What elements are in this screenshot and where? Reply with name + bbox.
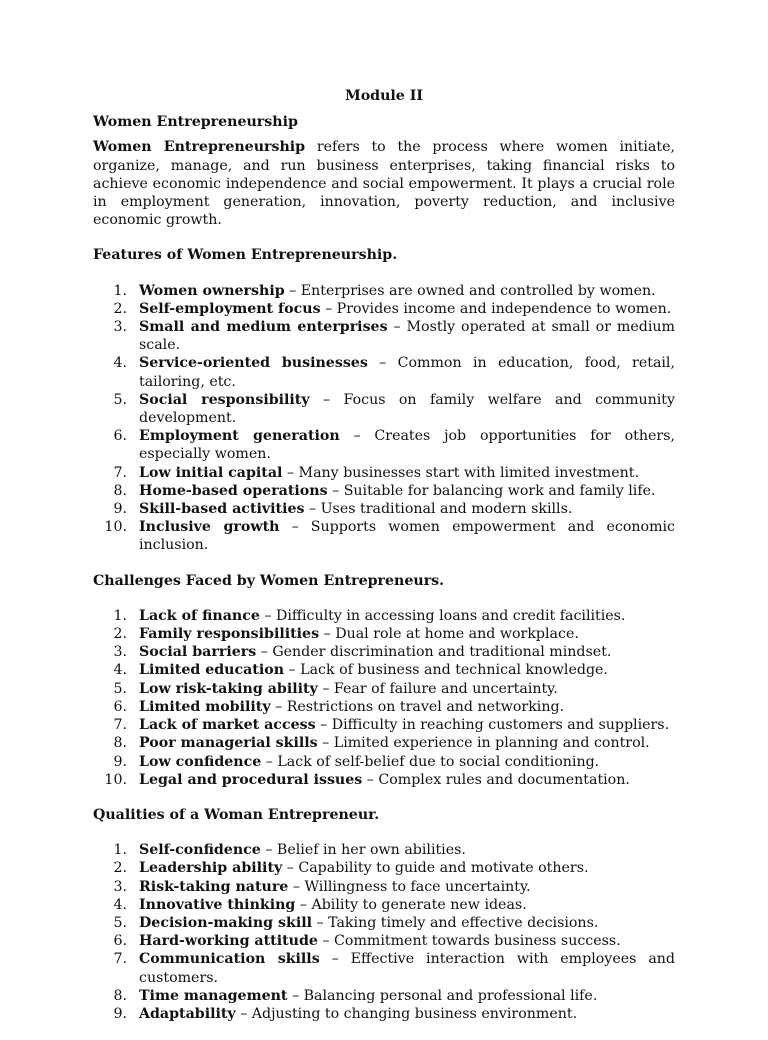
module-title: Module II (344, 88, 424, 104)
section (93, 246, 675, 554)
list-item (93, 282, 675, 300)
list-item-term: Inclusive growth (139, 519, 280, 536)
list-item-term: Service-oriented businesses (139, 355, 368, 372)
list-item-term: Decision-making skill (139, 914, 312, 931)
list-item-term: Women ownership (139, 282, 285, 299)
list-item-term: Low initial capital (139, 464, 283, 481)
section-heading: Qualities of a Woman Entrepreneur. (93, 806, 380, 823)
list-item-term: Time management (139, 987, 288, 1004)
list-item-description: – Effective interaction with employees and customers. (139, 951, 676, 986)
list-item-term: Social responsibility (139, 391, 310, 408)
list-item-description: – Suitable for balancing work and family life. (327, 482, 656, 499)
list-item (93, 607, 675, 625)
list-item-term: Innovative thinking (139, 896, 296, 913)
list-item-number: 7. (113, 464, 127, 481)
list-item-term: Risk-taking nature (139, 878, 289, 895)
list-item (93, 950, 675, 986)
list-item-description: – Uses traditional and modern skills. (304, 501, 573, 518)
list-item-number: 6. (113, 698, 127, 715)
list-item-description: – Fear of failure and uncertainty. (317, 680, 558, 697)
list-item-term: Hard-working attitude (139, 933, 318, 950)
list-item (93, 625, 675, 643)
list-item-number: 5. (113, 680, 127, 697)
list-item-description: – Commitment towards business success. (317, 933, 621, 950)
section-heading: Features of Women Entrepreneurship. (93, 247, 398, 264)
list-item-number: 3. (113, 319, 127, 336)
list-item-term: Legal and procedural issues (139, 771, 363, 788)
topic-heading: Women Entrepreneurship (93, 114, 298, 131)
list-item-description: – Difficulty in accessing loans and credit facilities. (259, 607, 626, 624)
numbered-list (93, 841, 675, 1023)
list-item (93, 753, 675, 771)
list-item-term: Employment generation (139, 428, 340, 445)
list-item (93, 482, 675, 500)
list-item-term: Home-based operations (139, 482, 328, 499)
list-item (93, 1005, 675, 1023)
list-item-description: – Gender discrimination and traditional mindset. (256, 644, 612, 661)
list-item (93, 680, 675, 698)
section-heading: Challenges Faced by Women Entrepreneurs. (93, 572, 445, 589)
list-item (93, 841, 675, 859)
list-item-number: 9. (113, 753, 127, 770)
list-item-description: – Common in education, food, retail, tailoring, etc. (139, 355, 675, 390)
list-item (93, 896, 675, 914)
list-item-number: 7. (113, 951, 127, 968)
list-item-number: 4. (113, 355, 127, 372)
intro-text: refers to the process where women initiate, organize, manage, and run business enterprises, taking financial risks to achieve economic independence and social empowerment. It plays a crucial role in employment generation, innovation, poverty reduction, and inclusive economic growth. (93, 139, 675, 229)
list-item-number: 5. (113, 914, 127, 931)
list-item (93, 427, 675, 463)
list-item-description: – Many businesses start with limited investment. (282, 464, 640, 481)
list-item-term: Lack of finance (139, 607, 260, 624)
list-item-description: – Lack of business and technical knowledge. (284, 662, 608, 679)
sections-container (93, 246, 675, 1023)
intro-term: Women Entrepreneurship (93, 139, 306, 156)
list-item-number: 9. (113, 501, 127, 518)
list-item-description: – Difficulty in reaching customers and suppliers. (315, 717, 670, 734)
list-item-number: 5. (113, 391, 127, 408)
list-item-description: – Ability to generate new ideas. (295, 896, 527, 913)
list-item-number: 1. (113, 282, 127, 299)
list-item (93, 698, 675, 716)
list-item-term: Limited education (139, 662, 285, 679)
list-item (93, 859, 675, 877)
document-page (93, 87, 675, 1040)
list-item-term: Low confidence (139, 753, 262, 770)
list-item (93, 987, 675, 1005)
list-item-number: 10. (104, 519, 127, 536)
list-item-description: – Limited experience in planning and control. (317, 735, 650, 752)
list-item-description: – Capability to guide and motivate others. (282, 860, 589, 877)
list-item (93, 500, 675, 518)
list-item-term: Limited mobility (139, 698, 271, 715)
list-item (93, 643, 675, 661)
list-item-description: – Mostly operated at small or medium scale. (139, 319, 675, 354)
list-item (93, 878, 675, 896)
list-item-number: 2. (113, 860, 127, 877)
list-item-number: 8. (113, 987, 127, 1004)
list-item (93, 391, 675, 427)
list-item-term: Poor managerial skills (139, 735, 318, 752)
list-item-description: – Enterprises are owned and controlled by women. (284, 282, 656, 299)
list-item (93, 734, 675, 752)
list-item-description: – Dual role at home and workplace. (319, 626, 579, 643)
list-item-term: Family responsibilities (139, 626, 320, 643)
list-item-description: – Lack of self-belief due to social conditioning. (261, 753, 600, 770)
list-item-term: Leadership ability (139, 860, 283, 877)
list-item-term: Communication skills (139, 951, 320, 968)
list-item-number: 6. (113, 933, 127, 950)
list-item-description: – Balancing personal and professional life. (287, 987, 598, 1004)
list-item-description: – Adjusting to changing business environment. (235, 1005, 578, 1022)
list-item-number: 1. (113, 607, 127, 624)
list-item-number: 7. (113, 717, 127, 734)
intro-paragraph (93, 138, 675, 229)
list-item-description: – Restrictions on travel and networking. (270, 698, 565, 715)
list-item-description: – Creates job opportunities for others, especially women. (139, 428, 675, 463)
list-item-term: Small and medium enterprises (139, 319, 388, 336)
list-item-number: 3. (113, 644, 127, 661)
section (93, 572, 675, 789)
list-item-number: 6. (113, 428, 127, 445)
list-item (93, 914, 675, 932)
list-item (93, 518, 675, 554)
list-item-description: – Willingness to face uncertainty. (288, 878, 531, 895)
list-item (93, 464, 675, 482)
list-item (93, 771, 675, 789)
list-item-number: 2. (113, 300, 127, 317)
list-item-number: 10. (104, 771, 127, 788)
list-item-term: Lack of market access (139, 717, 316, 734)
list-item-number: 4. (113, 662, 127, 679)
list-item-number: 1. (113, 842, 127, 859)
list-item (93, 716, 675, 734)
list-item-number: 8. (113, 735, 127, 752)
list-item-number: 4. (113, 896, 127, 913)
section (93, 806, 675, 1023)
numbered-list (93, 282, 675, 555)
list-item-description: – Belief in her own abilities. (260, 842, 466, 859)
list-item (93, 932, 675, 950)
list-item-term: Social barriers (139, 644, 257, 661)
list-item-term: Self-employment focus (139, 300, 321, 317)
list-item-term: Adaptability (139, 1005, 236, 1022)
list-item-description: – Provides income and independence to women. (320, 300, 672, 317)
list-item-description: – Focus on family welfare and community development. (139, 391, 675, 427)
list-item-description: – Taking timely and effective decisions. (312, 914, 599, 931)
list-item-number: 3. (113, 878, 127, 895)
list-item-number: 8. (113, 482, 127, 499)
list-item-number: 9. (113, 1005, 127, 1022)
list-item (93, 318, 675, 354)
numbered-list (93, 607, 675, 789)
list-item-term: Skill-based activities (139, 501, 305, 518)
list-item-number: 2. (113, 626, 127, 643)
list-item (93, 300, 675, 318)
list-item-term: Self-confidence (139, 842, 261, 859)
list-item (93, 354, 675, 390)
list-item (93, 661, 675, 679)
list-item-description: – Supports women empowerment and economic inclusion. (139, 519, 676, 554)
list-item-term: Low risk-taking ability (139, 680, 318, 697)
list-item-description: – Complex rules and documentation. (362, 771, 630, 788)
